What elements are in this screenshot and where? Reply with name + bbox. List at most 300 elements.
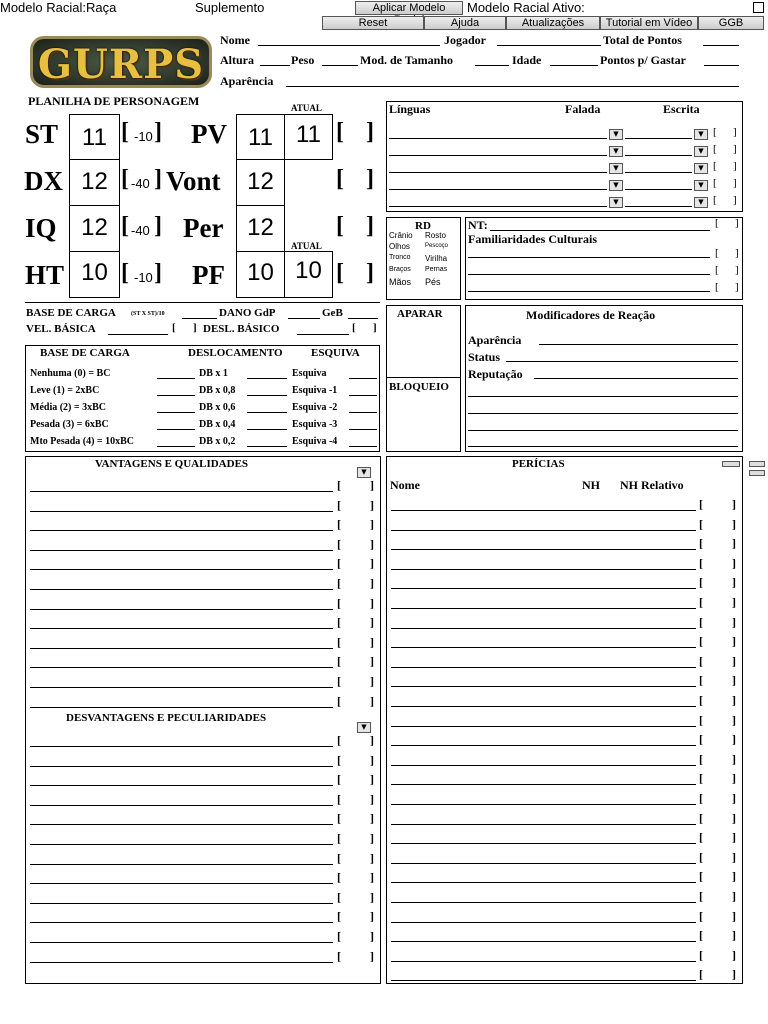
dr-hands: Mãos bbox=[389, 277, 412, 287]
language-cost-open: [ bbox=[713, 194, 717, 206]
disadvantage-name-field[interactable] bbox=[30, 864, 333, 865]
skill-cost-close: ] bbox=[732, 516, 736, 531]
advantage-name-field[interactable] bbox=[30, 589, 333, 590]
encumbrance-dodge-label: Esquiva -3 bbox=[292, 419, 338, 430]
spoken-dropdown-icon[interactable]: ▼ bbox=[609, 129, 623, 140]
skill-name-field[interactable] bbox=[391, 706, 696, 707]
written-dropdown-icon[interactable]: ▼ bbox=[694, 197, 708, 208]
points-to-spend-field[interactable] bbox=[704, 65, 739, 66]
disadvantage-cost-open: [ bbox=[337, 889, 341, 904]
skill-cost-close: ] bbox=[732, 869, 736, 884]
video-tutorial-button[interactable]: Tutorial em Vídeo bbox=[600, 16, 698, 30]
reset-button[interactable]: Reset bbox=[322, 16, 424, 30]
iq-cost: -40 bbox=[131, 223, 150, 238]
language-cost-open: [ bbox=[713, 160, 717, 172]
disadvantage-name-field[interactable] bbox=[30, 746, 333, 747]
dx-cost-close: ] bbox=[154, 166, 162, 192]
encumbrance-weight-field[interactable] bbox=[157, 395, 195, 396]
current-label-hp: ATUAL bbox=[291, 103, 322, 113]
encumbrance-move-label: DB x 0,4 bbox=[199, 419, 236, 430]
disadvantage-cost-close: ] bbox=[370, 733, 374, 747]
disadvantage-cost-open: [ bbox=[337, 752, 341, 767]
skill-cost-close: ] bbox=[732, 967, 736, 982]
dr-arms: Braços bbox=[389, 266, 411, 273]
skill-name-field[interactable] bbox=[391, 588, 696, 589]
written-dropdown-icon[interactable]: ▼ bbox=[694, 163, 708, 174]
basic-lift-label: BASE DE CARGA bbox=[26, 307, 116, 319]
ht-cost-open: [ bbox=[121, 260, 129, 286]
skill-cost-open: [ bbox=[699, 810, 703, 825]
skill-cost-close: ] bbox=[732, 693, 736, 707]
per-close: ] bbox=[366, 213, 374, 239]
disadvantage-cost-close: ] bbox=[370, 929, 374, 943]
per-open: [ bbox=[336, 213, 344, 239]
basic-lift-field[interactable] bbox=[182, 318, 217, 319]
advantage-name-field[interactable] bbox=[30, 550, 333, 551]
iq-cost-open: [ bbox=[121, 213, 129, 239]
disadvantage-name-field[interactable] bbox=[30, 883, 333, 884]
apply-racial-model-button[interactable]: Aplicar Modelo bbox=[355, 1, 463, 15]
logo-text: GURPS bbox=[37, 41, 205, 88]
advantages-dropdown-icon[interactable]: ▼ bbox=[357, 467, 371, 478]
will-value: 12 bbox=[247, 168, 274, 195]
encumbrance-move-field[interactable] bbox=[247, 446, 287, 447]
encumbrance-dodge-field[interactable] bbox=[349, 446, 377, 447]
damage-thrust-label: DANO GdP bbox=[219, 307, 276, 319]
advantages-title: VANTAGENS E QUALIDADES bbox=[95, 458, 249, 470]
encumbrance-move-label: DB x 0,8 bbox=[199, 385, 236, 396]
disadvantage-cost-close: ] bbox=[370, 772, 374, 787]
dr-feet: Pés bbox=[425, 277, 441, 287]
ht-label: HT bbox=[25, 260, 65, 290]
advantage-cost-close: ] bbox=[370, 595, 374, 610]
skills-expand-icon[interactable] bbox=[749, 461, 765, 467]
tl-label: NT: bbox=[468, 218, 488, 232]
reaction-status-field[interactable] bbox=[506, 361, 738, 362]
skills-relative-header: NH Relativo bbox=[620, 478, 684, 492]
st-cost-close: ] bbox=[154, 119, 162, 145]
skill-cost-open: [ bbox=[699, 536, 703, 551]
language-cost-open: [ bbox=[713, 143, 717, 155]
basic-move-field[interactable] bbox=[297, 334, 349, 335]
advantage-name-field[interactable] bbox=[30, 569, 333, 570]
ggb-button[interactable]: GGB bbox=[698, 16, 764, 30]
encumbrance-dodge-field[interactable] bbox=[349, 429, 377, 430]
advantage-cost-open: [ bbox=[337, 478, 341, 492]
disadvantage-name-field[interactable] bbox=[30, 962, 333, 963]
disadvantage-cost-close: ] bbox=[370, 791, 374, 806]
active-racial-checkbox[interactable] bbox=[753, 2, 764, 13]
encumbrance-move-field[interactable] bbox=[247, 395, 287, 396]
advantage-cost-open: [ bbox=[337, 556, 341, 571]
skill-name-field[interactable] bbox=[391, 824, 696, 825]
skill-name-field[interactable] bbox=[391, 686, 696, 687]
cultural-field[interactable] bbox=[468, 291, 710, 292]
skill-cost-close: ] bbox=[732, 928, 736, 943]
skills-scroll-icon[interactable] bbox=[749, 470, 765, 476]
encumbrance-level-label: Nenhuma (0) = BC bbox=[30, 368, 111, 379]
dx-cost: -40 bbox=[131, 176, 150, 191]
skills-title: PERÍCIAS bbox=[512, 458, 565, 470]
written-header: Escrita bbox=[663, 102, 700, 116]
size-mod-field[interactable] bbox=[475, 65, 509, 66]
skill-cost-open: [ bbox=[699, 967, 703, 982]
skill-cost-open: [ bbox=[699, 849, 703, 864]
disadvantage-name-field[interactable] bbox=[30, 922, 333, 923]
language-cost-open: [ bbox=[713, 126, 717, 138]
total-points-field[interactable] bbox=[703, 45, 739, 46]
skill-name-field[interactable] bbox=[391, 922, 696, 923]
written-dropdown-icon[interactable]: ▼ bbox=[694, 129, 708, 140]
st-cost-open: [ bbox=[121, 119, 129, 145]
disadvantage-cost-open: [ bbox=[337, 948, 341, 963]
disadvantage-cost-open: [ bbox=[337, 733, 341, 747]
language-cost-close: ] bbox=[733, 177, 737, 189]
hp-label: PV bbox=[191, 119, 227, 149]
advantage-name-field[interactable] bbox=[30, 667, 333, 668]
reaction-modifier-field[interactable] bbox=[468, 446, 738, 447]
basic-move-label: DESL. BÁSICO bbox=[203, 323, 280, 335]
dx-value: 12 bbox=[81, 168, 108, 195]
skill-name-field[interactable] bbox=[391, 863, 696, 864]
disadvantage-cost-close: ] bbox=[370, 831, 374, 845]
skill-cost-close: ] bbox=[732, 575, 736, 590]
encumbrance-move-field[interactable] bbox=[247, 429, 287, 430]
size-mod-label: Mod. de Tamanho bbox=[360, 53, 454, 67]
advantage-name-field[interactable] bbox=[30, 511, 333, 512]
skill-cost-close: ] bbox=[732, 673, 736, 688]
dr-neck: Pescoço bbox=[425, 243, 449, 249]
per-label: Per bbox=[183, 213, 224, 243]
skill-cost-close: ] bbox=[732, 810, 736, 825]
disadvantages-dropdown-icon[interactable]: ▼ bbox=[357, 722, 371, 733]
name-label: Nome bbox=[220, 33, 250, 47]
block-label: BLOQUEIO bbox=[389, 381, 449, 393]
swing-field[interactable] bbox=[348, 318, 378, 319]
iq-label: IQ bbox=[25, 213, 57, 243]
spoken-dropdown-icon[interactable]: ▼ bbox=[609, 197, 623, 208]
skill-name-field[interactable] bbox=[391, 726, 696, 727]
disadvantage-name-field[interactable] bbox=[30, 766, 333, 767]
encumbrance-move-label: DB x 0,2 bbox=[199, 436, 236, 447]
skill-name-field[interactable] bbox=[391, 608, 696, 609]
advantage-cost-close: ] bbox=[370, 497, 374, 512]
language-name-field[interactable] bbox=[389, 172, 607, 173]
cultural-familiarity-label: Familiaridades Culturais bbox=[468, 232, 598, 246]
encumbrance-weight-field[interactable] bbox=[157, 446, 195, 447]
language-spacer bbox=[625, 155, 692, 156]
reaction-reputation-label: Reputação bbox=[468, 367, 523, 381]
skill-cost-open: [ bbox=[699, 516, 703, 531]
hp-close: ] bbox=[366, 119, 374, 145]
skill-name-field[interactable] bbox=[391, 902, 696, 903]
skill-cost-open: [ bbox=[699, 497, 703, 511]
height-field[interactable] bbox=[260, 65, 290, 66]
parry-label: APARAR bbox=[397, 308, 443, 320]
disadvantage-cost-open: [ bbox=[337, 791, 341, 806]
fp-close: ] bbox=[366, 260, 374, 286]
player-label: Jogador bbox=[444, 33, 486, 47]
move-close: ] bbox=[373, 322, 377, 334]
name-field[interactable] bbox=[258, 45, 440, 46]
advantage-name-field[interactable] bbox=[30, 648, 333, 649]
encumbrance-level-label: Pesada (3) = 6xBC bbox=[30, 419, 109, 430]
current-label-fp: ATUAL bbox=[291, 241, 322, 251]
skill-cost-close: ] bbox=[732, 732, 736, 747]
skill-cost-close: ] bbox=[732, 947, 736, 962]
gurps-logo bbox=[30, 36, 212, 88]
appearance-field[interactable] bbox=[286, 86, 739, 87]
skill-cost-open: [ bbox=[699, 928, 703, 943]
advantage-cost-close: ] bbox=[370, 674, 374, 688]
weight-field[interactable] bbox=[322, 65, 358, 66]
advantage-cost-open: [ bbox=[337, 536, 341, 551]
ht-cost: -10 bbox=[134, 270, 153, 285]
updates-button[interactable]: Atualizações bbox=[506, 16, 600, 30]
thrust-field[interactable] bbox=[288, 318, 320, 319]
dx-label: DX bbox=[24, 166, 63, 196]
skill-cost-close: ] bbox=[732, 889, 736, 903]
written-dropdown-icon[interactable]: ▼ bbox=[694, 146, 708, 157]
disadvantage-cost-close: ] bbox=[370, 811, 374, 826]
cultural-cost-open: [ bbox=[715, 281, 719, 293]
cultural-field[interactable] bbox=[468, 257, 710, 258]
advantage-cost-open: [ bbox=[337, 634, 341, 649]
skill-cost-open: [ bbox=[699, 673, 703, 688]
encumbrance-dodge-field[interactable] bbox=[349, 378, 377, 379]
advantage-cost-close: ] bbox=[370, 576, 374, 590]
advantage-cost-close: ] bbox=[370, 517, 374, 532]
languages-box bbox=[386, 101, 743, 212]
will-open: [ bbox=[336, 166, 344, 192]
basic-speed-label: VEL. BÁSICA bbox=[26, 323, 96, 335]
skills-name-header: Nome bbox=[390, 478, 420, 492]
hp-value: 11 bbox=[248, 124, 273, 151]
skill-name-field[interactable] bbox=[391, 843, 696, 844]
advantage-cost-close: ] bbox=[370, 536, 374, 551]
cultural-cost-close: ] bbox=[735, 247, 739, 259]
language-spacer bbox=[625, 206, 692, 207]
written-dropdown-icon[interactable]: ▼ bbox=[694, 180, 708, 191]
skills-box bbox=[386, 456, 743, 984]
encumbrance-level-label: Média (2) = 3xBC bbox=[30, 402, 106, 413]
advantage-cost-open: [ bbox=[337, 693, 341, 708]
spoken-dropdown-icon[interactable]: ▼ bbox=[609, 180, 623, 191]
skill-cost-close: ] bbox=[732, 536, 736, 551]
disadvantage-cost-open: [ bbox=[337, 929, 341, 943]
encumbrance-dodge-field[interactable] bbox=[349, 395, 377, 396]
reaction-modifier-field[interactable] bbox=[468, 430, 738, 431]
skills-collapse-icon[interactable] bbox=[722, 461, 740, 467]
move-open: [ bbox=[352, 322, 356, 334]
speed-close: ] bbox=[193, 322, 197, 334]
advantage-cost-open: [ bbox=[337, 595, 341, 610]
cultural-cost-open: [ bbox=[715, 264, 719, 276]
iq-value: 12 bbox=[81, 214, 108, 241]
skill-name-field[interactable] bbox=[391, 569, 696, 570]
skill-name-field[interactable] bbox=[391, 961, 696, 962]
total-points-label: Total de Pontos bbox=[603, 33, 682, 47]
advantage-cost-close: ] bbox=[370, 693, 374, 708]
skill-name-field[interactable] bbox=[391, 784, 696, 785]
skill-name-field[interactable] bbox=[391, 530, 696, 531]
fp-current: 10 bbox=[295, 257, 322, 284]
disadvantage-name-field[interactable] bbox=[30, 844, 333, 845]
skill-name-field[interactable] bbox=[391, 765, 696, 766]
skill-name-field[interactable] bbox=[391, 628, 696, 629]
skills-level-header: NH bbox=[582, 478, 600, 492]
skill-cost-open: [ bbox=[699, 614, 703, 629]
encumbrance-move-label: DB x 0,6 bbox=[199, 402, 236, 413]
reaction-status-label: Status bbox=[468, 350, 501, 364]
skill-name-field[interactable] bbox=[391, 549, 696, 550]
reaction-reputation-field[interactable] bbox=[534, 378, 738, 379]
cultural-cost-close: ] bbox=[735, 264, 739, 276]
skill-cost-open: [ bbox=[699, 791, 703, 805]
language-cost-close: ] bbox=[733, 194, 737, 206]
encumbrance-level-label: Leve (1) = 2xBC bbox=[30, 385, 100, 396]
skill-cost-open: [ bbox=[699, 771, 703, 786]
language-name-field[interactable] bbox=[389, 189, 607, 190]
enc-move-header: DESLOCAMENTO bbox=[188, 347, 283, 359]
encumbrance-dodge-field[interactable] bbox=[349, 412, 377, 413]
skill-name-field[interactable] bbox=[391, 647, 696, 648]
cultural-field[interactable] bbox=[468, 274, 710, 275]
st-label: ST bbox=[25, 119, 59, 149]
advantage-cost-open: [ bbox=[337, 674, 341, 688]
reaction-modifier-field[interactable] bbox=[468, 413, 738, 414]
advantage-cost-open: [ bbox=[337, 654, 341, 669]
weight-label: Peso bbox=[291, 53, 315, 67]
tl-open: [ bbox=[715, 217, 719, 229]
language-cost-close: ] bbox=[733, 160, 737, 172]
player-field[interactable] bbox=[497, 45, 601, 46]
divider bbox=[25, 302, 380, 303]
dr-title: RD bbox=[415, 220, 431, 232]
spoken-dropdown-icon[interactable]: ▼ bbox=[609, 146, 623, 157]
disadvantages-title: DESVANTAGENS E PECULIARIDADES bbox=[66, 712, 267, 724]
tl-field[interactable] bbox=[490, 230, 710, 231]
encumbrance-weight-field[interactable] bbox=[157, 412, 195, 413]
language-cost-close: ] bbox=[733, 143, 737, 155]
enc-lift-header: BASE DE CARGA bbox=[40, 347, 130, 359]
encumbrance-dodge-label: Esquiva -2 bbox=[292, 402, 338, 413]
language-cost-open: [ bbox=[713, 177, 717, 189]
skill-cost-open: [ bbox=[699, 555, 703, 570]
hp-current: 11 bbox=[296, 121, 321, 148]
advantage-cost-open: [ bbox=[337, 517, 341, 532]
skill-cost-open: [ bbox=[699, 653, 703, 668]
skill-cost-open: [ bbox=[699, 634, 703, 649]
disadvantage-cost-open: [ bbox=[337, 909, 341, 924]
reaction-modifier-field[interactable] bbox=[468, 396, 738, 397]
disadvantage-cost-open: [ bbox=[337, 831, 341, 845]
dr-skull: Crânio bbox=[389, 231, 413, 240]
encumbrance-move-field[interactable] bbox=[247, 412, 287, 413]
tl-close: ] bbox=[735, 217, 739, 229]
reaction-appearance-field[interactable] bbox=[539, 344, 738, 345]
appearance-label: Aparência bbox=[220, 74, 274, 88]
disadvantage-name-field[interactable] bbox=[30, 903, 333, 904]
skill-name-field[interactable] bbox=[391, 882, 696, 883]
dr-torso: Tronco bbox=[389, 254, 411, 261]
disadvantage-name-field[interactable] bbox=[30, 824, 333, 825]
advantage-name-field[interactable] bbox=[30, 687, 333, 688]
skill-cost-close: ] bbox=[732, 712, 736, 727]
skill-name-field[interactable] bbox=[391, 980, 696, 981]
height-label: Altura bbox=[220, 53, 254, 67]
help-button[interactable]: Ajuda bbox=[424, 16, 506, 30]
skill-name-field[interactable] bbox=[391, 804, 696, 805]
language-name-field[interactable] bbox=[389, 138, 607, 139]
spoken-header: Falada bbox=[565, 102, 601, 116]
st-cost: -10 bbox=[134, 129, 153, 144]
skill-cost-open: [ bbox=[699, 693, 703, 707]
languages-title: Línguas bbox=[389, 102, 431, 116]
skill-cost-close: ] bbox=[732, 634, 736, 649]
dx-cost-open: [ bbox=[121, 166, 129, 192]
skill-cost-open: [ bbox=[699, 908, 703, 923]
skill-cost-open: [ bbox=[699, 575, 703, 590]
disadvantage-cost-open: [ bbox=[337, 772, 341, 787]
advantage-cost-open: [ bbox=[337, 576, 341, 590]
disadvantage-cost-close: ] bbox=[370, 752, 374, 767]
encumbrance-weight-field[interactable] bbox=[157, 378, 195, 379]
disadvantage-cost-open: [ bbox=[337, 811, 341, 826]
basic-speed-field[interactable] bbox=[108, 334, 168, 335]
advantage-name-field[interactable] bbox=[30, 628, 333, 629]
advantage-cost-open: [ bbox=[337, 615, 341, 630]
encumbrance-weight-field[interactable] bbox=[157, 429, 195, 430]
age-field[interactable] bbox=[550, 65, 598, 66]
advantage-name-field[interactable] bbox=[30, 609, 333, 610]
encumbrance-dodge-label: Esquiva -1 bbox=[292, 385, 338, 396]
skill-name-field[interactable] bbox=[391, 745, 696, 746]
skill-name-field[interactable] bbox=[391, 941, 696, 942]
skill-name-field[interactable] bbox=[391, 667, 696, 668]
disadvantage-cost-open: [ bbox=[337, 850, 341, 865]
disadvantage-name-field[interactable] bbox=[30, 805, 333, 806]
sheet-title: PLANILHA DE PERSONAGEM bbox=[28, 94, 200, 108]
disadvantage-name-field[interactable] bbox=[30, 942, 333, 943]
language-spacer bbox=[625, 189, 692, 190]
spoken-dropdown-icon[interactable]: ▼ bbox=[609, 163, 623, 174]
disadvantage-name-field[interactable] bbox=[30, 785, 333, 786]
skill-name-field[interactable] bbox=[391, 510, 696, 511]
language-spacer bbox=[625, 172, 692, 173]
advantage-name-field[interactable] bbox=[30, 491, 333, 492]
skill-cost-open: [ bbox=[699, 830, 703, 845]
will-close: ] bbox=[366, 166, 374, 192]
language-name-field[interactable] bbox=[389, 155, 607, 156]
advantage-cost-close: ] bbox=[370, 478, 374, 492]
iq-cost-close: ] bbox=[154, 213, 162, 239]
cultural-cost-close: ] bbox=[735, 281, 739, 293]
skill-cost-open: [ bbox=[699, 712, 703, 727]
language-name-field[interactable] bbox=[389, 206, 607, 207]
will-label: Vont bbox=[166, 166, 221, 196]
encumbrance-move-field[interactable] bbox=[247, 378, 287, 379]
swing-label: GeB bbox=[322, 307, 343, 319]
skill-cost-close: ] bbox=[732, 653, 736, 668]
disadvantage-cost-close: ] bbox=[370, 909, 374, 924]
encumbrance-dodge-label: Esquiva -4 bbox=[292, 436, 338, 447]
advantage-name-field[interactable] bbox=[30, 707, 333, 708]
speed-open: [ bbox=[172, 322, 176, 334]
advantage-name-field[interactable] bbox=[30, 530, 333, 531]
skill-cost-open: [ bbox=[699, 732, 703, 747]
skill-cost-close: ] bbox=[732, 771, 736, 786]
